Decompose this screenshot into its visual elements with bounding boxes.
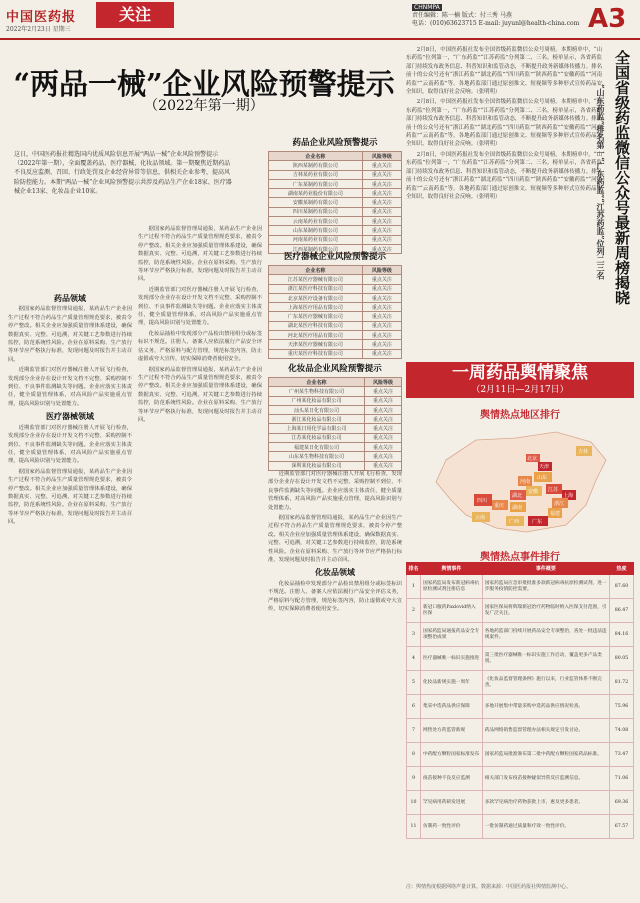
section-heading-cosmetic: 化妆品领域 [315,567,355,578]
list-row [269,170,402,179]
map-title: 舆情热点地区排行 [480,410,560,421]
weekly-banner-title: 一周药品舆情聚焦 [452,363,588,383]
event-name: 中药配方颗粒国家标准发布 [420,743,482,767]
list-cell: 重点关注 [365,461,402,470]
list-cell: 山东某生物科技有限公司 [269,452,365,461]
list-row [269,443,402,452]
map-region-label: 浙江 [554,501,565,507]
list-cell: 广州某化妆品有限公司 [269,396,365,405]
list-header-cell: 风险等级 [362,152,401,161]
list-cell: 重点关注 [362,207,401,216]
list-cell: 北京某医疗设备有限公司 [269,293,363,302]
list-cell: 重点关注 [362,179,401,188]
event-name: 罕见病用药研发进展 [420,791,482,815]
list-cell: 吉林某药业有限公司 [269,170,363,179]
section-tag: 关注 [96,2,174,28]
list-header-cell: 风险等级 [365,378,402,387]
list-cell: 广州某生物科技有限公司 [269,387,365,396]
device-list-title: 医疗器械企业风险预警提示 [283,252,386,262]
events-table-wrap [406,562,634,839]
list-cell: 重庆某医疗科技有限公司 [269,349,363,358]
event-heat: 69.36 [610,791,634,815]
events-header-cell: 排名 [407,563,421,575]
list-row [269,321,402,330]
list-row [269,433,402,442]
device-list-table [268,265,402,359]
contact-line: 电话：(010)63623715 E-mail: juyunl@health-china.com [412,20,580,27]
list-header-row [269,152,402,161]
column2-body-1: 据国家药品监督管理局通报，某药品生产企业因生产过程不符合药品生产质量管理规范要求，被责令停产整改。相关企业应加强质量管理体系建设，确保数据真实、完整、可追溯，对关键工艺参数进行持续监控，防范系统性风险。企业在原料采购、生产放行等环节应严格执行标准，发现问题及时报告并主动召回。 [138,226,262,283]
list-cell: 广东某制药有限公司 [269,179,363,188]
list-row [269,415,402,424]
list-cell: 重点关注 [365,424,402,433]
list-cell: 重点关注 [362,331,401,340]
event-summary: 国家医保局将辉瑞新冠治疗药物临时纳入医保支付范围，引发广泛关注。 [482,599,609,623]
event-rank: 3 [407,623,421,647]
events-header-cell: 舆情事件 [420,563,482,575]
event-row [407,767,634,791]
section-body-drug-cont: 近期监管部门对医疗器械注册人开展飞行检查，发现部分企业存在设计开发文档不完整、采购控制不到位、不良事件监测缺失等问题。企业应落实主体责任，健全质量管理体系，对高风险产品实施重点管理，提高风险识别与处置能力。 [8,367,132,407]
list-header-cell: 企业名称 [269,152,363,161]
list-header-cell: 风险等级 [362,266,401,275]
list-cell: 重点关注 [362,349,401,358]
editor-line: 责任编辑：陈一楠 版式：付三秀 马燕 [412,12,512,19]
event-heat: 74.08 [610,719,634,743]
map-region-label: 云南 [475,515,486,521]
list-cell: 重点关注 [365,415,402,424]
list-row [269,275,402,284]
sidebar-body-1: 2月8日，中国医药报社发布全国省级药监微信公众号周榜。本期榜单中，“山东药监”位列第一，“广东药监”“江苏药监”分列第二、三名。榜单显示，各省药监部门持续发布政务信息、科普知识和监管动态，不断提升政务新媒体传播力。排名前十的公众号还有“浙江药监”“湖北药监”“四川药监”“陕西药监”“安徽药监”“河南药监”“云南药监”等。各地药监部门通过原创推文、短视频等多种形式宣传药品安全知识，取得良好社会反响。（张明明） [406,47,602,96]
article-column-3 [268,470,402,870]
list-row [269,452,402,461]
list-row [269,179,402,188]
list-row [269,235,402,244]
event-name: 化妆品新规实施一周年 [420,671,482,695]
event-summary: 各地药监部门持续开展药品安全专项整治，查处一批违法违规案件。 [482,623,609,647]
map-region-label: 重庆 [494,503,505,509]
map-region-label: 广西 [509,519,520,525]
event-rank: 2 [407,599,421,623]
event-name: 网售处方药监管新规 [420,719,482,743]
event-row [407,719,634,743]
section-body-cosmetic: 化妆品抽检中发现部分产品检出禁用组分或标签标识不规范。注册人、备案人应依法履行产品安全评估义务，严格原料与配方管理，规范标签内容，防止虚假或夸大宣传，切实保障消费者使用安全。 [268,580,402,613]
drug-list-title: 药品企业风险预警提示 [292,138,378,148]
section-heading-device: 医疗器械领域 [46,411,94,422]
event-summary: 国家药监局批准颁布第二批中药配方颗粒国家药品标准。 [482,743,609,767]
event-row [407,815,634,839]
column2-body-2: 近期监管部门对医疗器械注册人开展飞行检查，发现部分企业存在设计开发文档不完整、采购控制不到位、不良事件监测缺失等问题。企业应落实主体责任，健全质量管理体系，对高风险产品实施重点管理，提高风险识别与处置能力。 [138,286,262,327]
section-body-drug: 据国家药品监督管理局通报，某药品生产企业因生产过程不符合药品生产质量管理规范要求，被责令停产整改。相关企业应加强质量管理体系建设，确保数据真实、完整、可追溯，对关键工艺参数进行持续监控，防范系统性风险。企业在原料采购、生产放行等环节应严格执行标准，发现问题及时报告并主动召回。 [8,306,132,363]
cosmetic-risk-list [268,362,402,471]
event-summary: 一批仿制药通过质量和疗效一致性评价。 [482,815,609,839]
list-cell: 重点关注 [362,189,401,198]
sidebar-body-3: 2月8日，中国医药报社发布全国省级药监微信公众号周榜。本期榜单中，“山东药监”位列第一，“广东药监”“江苏药监”分列第二、三名。榜单显示，各省药监部门持续发布政务信息、科普知识和监管动态，不断提升政务新媒体传播力。排名前十的公众号还有“浙江药监”“湖北药监”“四川药监”“陕西药监”“安徽药监”“河南药监”“云南药监”等。各地药监部门通过原创推文、短视频等多种形式宣传药品安全知识，取得良好社会反响。（张明明） [406,151,602,200]
event-summary: 药品网络销售监督管理办法相关规定引发讨论。 [482,719,609,743]
event-heat: 86.47 [610,599,634,623]
event-rank: 1 [407,575,421,599]
list-row [269,349,402,358]
event-name: 仿制药一致性评价 [420,815,482,839]
article-column-1 [8,290,132,870]
event-heat: 81.72 [610,671,634,695]
list-cell: 江苏某医疗器械有限公司 [269,275,363,284]
china-map [406,420,634,540]
event-rank: 8 [407,743,421,767]
map-region-label: 北京 [527,456,538,462]
event-rank: 10 [407,791,421,815]
list-row [269,217,402,226]
sidebar-article-body [406,46,602,354]
list-row [269,396,402,405]
list-cell: 重点关注 [362,293,401,302]
list-cell: 上海某医疗用品有限公司 [269,303,363,312]
issue-date: 2022年2月23日 星期三 [6,26,71,33]
event-name: 集采中选药品供应保障 [420,695,482,719]
column2-body-4: 据国家药品监督管理局通报，某药品生产企业因生产过程不符合药品生产质量管理规范要求，被责令停产整改。相关企业应加强质量管理体系建设，确保数据真实、完整、可追溯，对关键工艺参数进行持续监控，防范系统性风险。企业在原料采购、生产放行等环节应严格执行标准，发现问题及时报告并主动召回。 [138,366,262,423]
list-cell: 重点关注 [365,433,402,442]
list-cell: 福建某日化有限公司 [269,443,365,452]
event-summary: 第三批医疗器械唯一标识实施工作启动，覆盖更多产品类别。 [482,647,609,671]
map-labels [406,420,634,540]
list-row [269,387,402,396]
page-number: A3 [588,4,627,34]
events-header-cell: 热度 [610,563,634,575]
list-row [269,340,402,349]
section-body-device: 近期监管部门对医疗器械注册人开展飞行检查，发现部分企业存在设计开发文档不完整、采购控制不到位、不良事件监测缺失等问题。企业应落实主体责任，健全质量管理体系，对高风险产品实施重点管理，提高风险识别与处置能力。 [8,424,132,465]
article-column-2 [138,225,262,870]
list-cell: 重点关注 [365,443,402,452]
list-cell: 重点关注 [362,340,401,349]
event-row [407,791,634,815]
list-cell: 重点关注 [362,303,401,312]
list-row [269,312,402,321]
page-header [0,0,640,40]
list-row [269,207,402,216]
drug-risk-list [268,136,402,254]
map-region-label: 广东 [532,519,543,525]
event-name: 疫苗接种不良反应监测 [420,767,482,791]
event-rank: 5 [407,671,421,695]
list-cell: 重点关注 [362,217,401,226]
event-summary: 多款罕见病治疗药物获批上市，惠及更多患者。 [482,791,609,815]
list-cell: 汕头某日化有限公司 [269,405,365,414]
newspaper-logo: 中国医药报 [6,10,77,25]
sidebar-vertical-title: 全国省级药监微信公众号最新周榜揭晓 [613,50,631,305]
list-cell: 上海某日用化学品有限公司 [269,424,365,433]
event-heat: 80.05 [610,647,634,671]
list-cell: 湖北某医疗科技有限公司 [269,321,363,330]
list-cell: 重点关注 [365,396,402,405]
list-header-row [269,266,402,275]
map-region-label: 湖北 [512,493,523,499]
list-cell: 深圳某化妆品有限公司 [269,461,365,470]
list-row [269,189,402,198]
list-cell: 重点关注 [362,321,401,330]
device-risk-list [268,250,402,359]
list-row [269,198,402,207]
map-region-label: 山东 [537,475,548,481]
list-cell: 安徽某制药有限公司 [269,198,363,207]
list-cell: 浙江某医疗科技有限公司 [269,284,363,293]
weekly-banner-date: （2月11日—2月17日） [471,385,569,395]
event-heat: 67.57 [610,815,634,839]
cosmetic-list-table [268,377,402,471]
list-cell: 重点关注 [362,198,401,207]
event-summary: 相关部门发布疫苗接种疑似异常反应监测信息。 [482,767,609,791]
list-cell: 云南某药业有限公司 [269,217,363,226]
list-cell: 重点关注 [362,235,401,244]
list-cell: 浙江某化妆品有限公司 [269,415,365,424]
list-cell: 河北某医疗用品有限公司 [269,331,363,340]
map-region-label: 湖南 [512,505,523,511]
event-row [407,575,634,599]
header-rule [0,38,640,40]
event-row [407,671,634,695]
list-cell: 重点关注 [362,226,401,235]
event-rank: 11 [407,815,421,839]
list-row [269,161,402,170]
list-row [269,284,402,293]
event-heat: 87.60 [610,575,634,599]
event-summary: 多地开展集中带量采购中选药品供应情况检查。 [482,695,609,719]
events-title: 舆情热点事件排行 [480,552,560,563]
list-cell: 天津某医疗器械有限公司 [269,340,363,349]
article-subtitle: （2022年第一期） [144,98,264,114]
event-heat: 73.47 [610,743,634,767]
event-row [407,647,634,671]
map-region-label: 安徽 [528,489,539,495]
list-row [269,331,402,340]
event-name: 国家药监局通报药品安全专项整治成果 [420,623,482,647]
cosmetic-list-title: 化妆品企业风险预警提示 [288,364,382,374]
article-title: “两品一械”企业风险预警提示 [13,67,395,101]
list-cell: 湖南某药业股份有限公司 [269,189,363,198]
list-cell: 山东某制药有限公司 [269,226,363,235]
list-cell: 陕西某制药有限公司 [269,161,363,170]
event-rank: 6 [407,695,421,719]
list-cell: 重点关注 [362,161,401,170]
event-row [407,743,634,767]
event-heat: 75.96 [610,695,634,719]
column3-body-1: 近期监管部门对医疗器械注册人开展飞行检查，发现部分企业存在设计开发文档不完整、采购控制不到位、不良事件监测缺失等问题。企业应落实主体责任，健全质量管理体系，对高风险产品实施重点管理，提高风险识别与处置能力。 [268,471,402,511]
article-intro: 这日，中国医药报社精选国内优质风险信息开展“两品一械”企业风险预警提示（2022年第一期），全面覆盖药品、医疗器械、化妆品领域。第一期聚焦近期药品不良反应监测、召回、行政处罚及企业经营异常等信息，供相关企业参考，提高风险防控能力。本期“两品一械”企业风险预警提示共涉及药品生产企业18家、医疗器械企业13家、化妆品企业10家。 [14,151,232,195]
list-header-cell: 企业名称 [269,378,365,387]
map-region-label: 上海 [563,493,574,499]
sidebar-body-2: 2月8日，中国医药报社发布全国省级药监微信公众号周榜。本期榜单中，“山东药监”位列第一，“广东药监”“江苏药监”分列第二、三名。榜单显示，各省药监部门持续发布政务信息、科普知识和监管动态，不断提升政务新媒体传播力。排名前十的公众号还有“浙江药监”“湖北药监”“四川药监”“陕西药监”“安徽药监”“河南药监”“云南药监”等。各地药监部门通过原创推文、短视频等多种形式宣传药品安全知识，取得良好社会反响。（张明明） [406,99,602,148]
sidebar-vertical-subtitle: “山东药监”排名第一“广东药监”“江苏药监”位列二三名 [596,84,606,280]
list-header-cell: 企业名称 [269,266,363,275]
editor-info [412,4,579,28]
weekly-banner [406,362,634,398]
events-header-cell: 事件概要 [482,563,609,575]
event-rank: 7 [407,719,421,743]
event-rank: 4 [407,647,421,671]
list-cell: 重点关注 [365,387,402,396]
events-table [406,562,634,839]
event-row [407,623,634,647]
list-cell: 重点关注 [365,405,402,414]
list-cell: 江苏某化妆品有限公司 [269,433,365,442]
list-cell: 重点关注 [362,244,401,253]
section-body-device-cont: 据国家药品监督管理局通报，某药品生产企业因生产过程不符合药品生产质量管理规范要求，被责令停产整改。相关企业应加强质量管理体系建设，确保数据真实、完整、可追溯，对关键工艺参数进行持续监控，防范系统性风险。企业在原料采购、生产放行等环节应严格执行标准，发现问题及时报告并主动召回。 [8,468,132,526]
list-cell: 重点关注 [362,284,401,293]
publication-code: CHNMPA [414,4,440,11]
list-cell: 重点关注 [362,312,401,321]
map-region-label: 吉林 [578,449,589,455]
list-row [269,303,402,312]
list-row [269,424,402,433]
column2-body-3: 化妆品抽检中发现部分产品检出禁用组分或标签标识不规范。注册人、备案人应依法履行产品安全评估义务，严格原料与配方管理，规范标签内容，防止虚假或夸大宣传，切实保障消费者使用安全。 [138,330,262,363]
map-region-label: 四川 [477,498,488,504]
event-heat: 71.06 [610,767,634,791]
footer-note: 注：舆情热度根据网络声量计算。数据来源：中国医药报社舆情监测中心。 [406,884,572,890]
list-cell: 重点关注 [365,452,402,461]
list-cell: 四川某制药有限公司 [269,207,363,216]
map-region-label: 江苏 [548,487,559,493]
drug-list-table [268,151,402,254]
event-heat: 84.16 [610,623,634,647]
event-summary: 国家药监局应急审批批准多款新冠病毒抗原检测试剂，进一步服务疫情防控需要。 [482,575,609,599]
map-region-label: 福建 [550,511,561,517]
event-rank: 9 [407,767,421,791]
list-cell: 重点关注 [362,275,401,284]
list-row [269,226,402,235]
column3-body-2: 据国家药品监督管理局通报，某药品生产企业因生产过程不符合药品生产质量管理规范要求，被责令停产整改。相关企业应加强质量管理体系建设，确保数据真实、完整、可追溯，对关键工艺参数进行持续监控，防范系统性风险。企业在原料采购、生产放行等环节应严格执行标准，发现问题及时报告并主动召回。 [268,515,402,564]
map-region-label: 河南 [520,479,531,485]
event-name: 医疗器械唯一标识实施推进 [420,647,482,671]
list-cell: 江西某制药有限公司 [269,244,363,253]
list-cell: 广东某医疗器械有限公司 [269,312,363,321]
list-cell: 河南某药业有限公司 [269,235,363,244]
event-row [407,695,634,719]
event-name: 国家药监局发布新冠病毒抗原检测试剂注册信息 [420,575,482,599]
map-region-label: 天津 [539,464,550,470]
event-name: 新冠口服药Paxlovid纳入医保 [420,599,482,623]
event-summary: 《化妆品监督管理条例》施行以来，行业监管体系不断完善。 [482,671,609,695]
events-header-row [407,563,634,575]
section-heading-drug: 药品领域 [54,293,86,303]
list-cell: 重点关注 [362,170,401,179]
event-row [407,599,634,623]
list-row [269,293,402,302]
list-header-row [269,378,402,387]
list-row [269,405,402,414]
